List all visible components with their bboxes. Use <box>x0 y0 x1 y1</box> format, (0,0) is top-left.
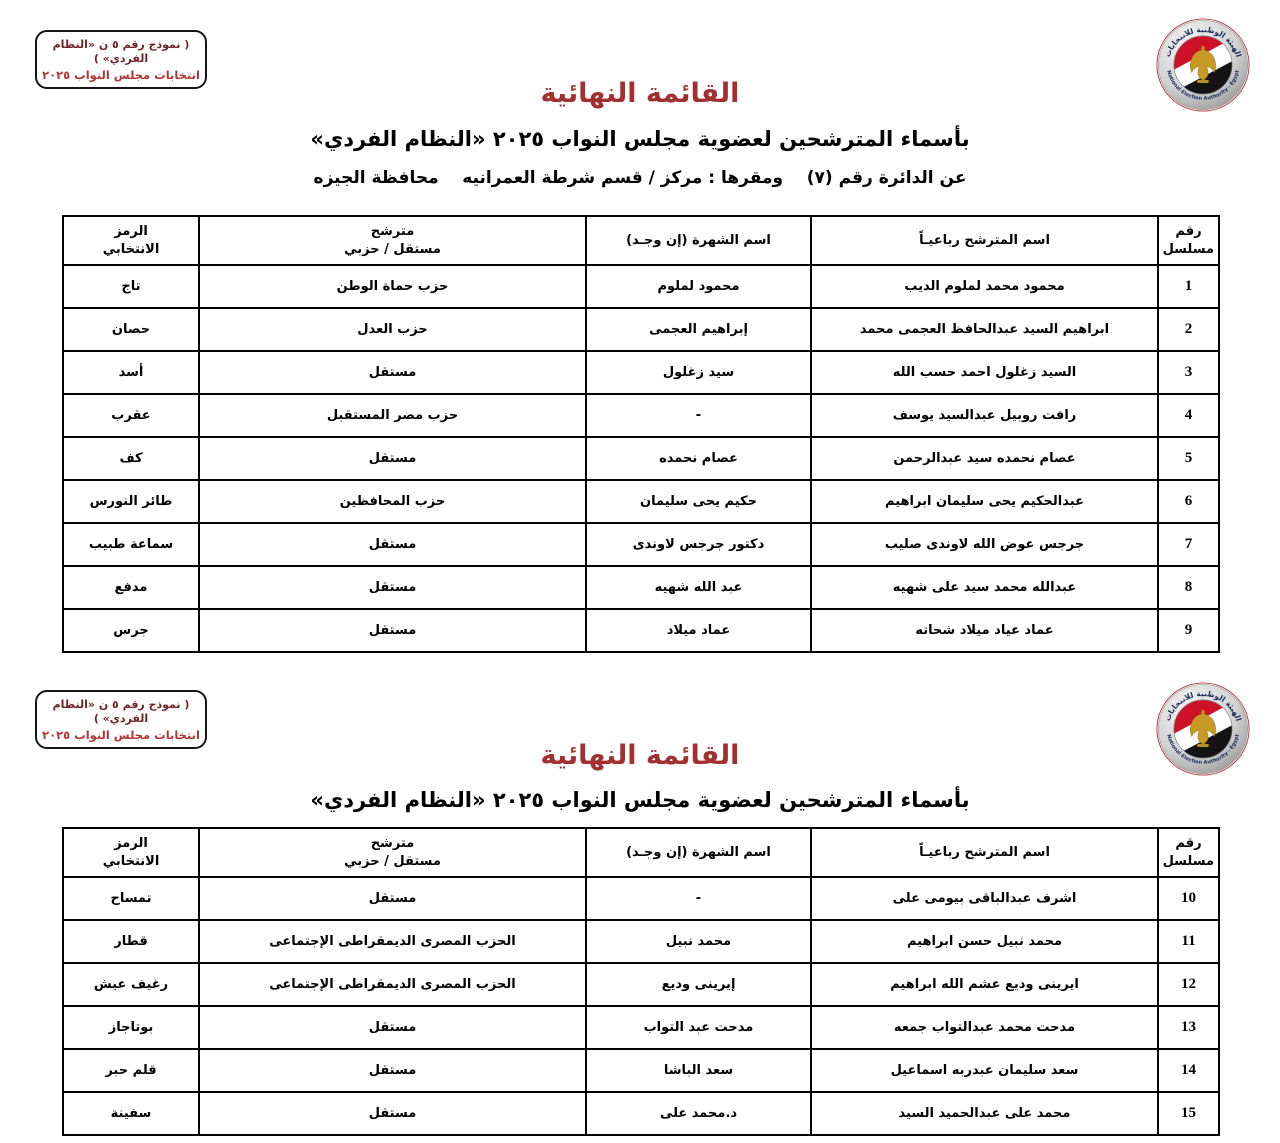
col-header-symbol: الرمز الانتخابي <box>63 216 199 265</box>
stamp-form-number: ( نموذج رقم ٥ ن «النظام الفردي» ) <box>52 38 190 65</box>
candidate-name-cell: مدحت محمد عبدالتواب جمعه <box>811 1006 1158 1049</box>
party-cell: حزب المحافظين <box>199 480 586 523</box>
known-name-cell: عبد الله شهيه <box>586 566 811 609</box>
electoral-symbol-cell: تاج <box>63 265 199 308</box>
electoral-symbol-cell: قطار <box>63 920 199 963</box>
serial-cell: 6 <box>1158 480 1219 523</box>
candidate-row <box>63 308 1219 351</box>
serial-cell: 5 <box>1158 437 1219 480</box>
party-cell: مستقل <box>199 1049 586 1092</box>
candidate-name-cell: عبدالله محمد سيد على شهيه <box>811 566 1158 609</box>
known-name-cell: دكتور جرجس لاوندى <box>586 523 811 566</box>
candidates-table-2 <box>62 827 1220 1136</box>
candidate-name-cell: ايرينى وديع عشم الله ابراهيم <box>811 963 1158 1006</box>
known-name-cell: د.محمد على <box>586 1092 811 1135</box>
candidate-row <box>63 480 1219 523</box>
electoral-symbol-cell: أسد <box>63 351 199 394</box>
party-cell: حزب حماة الوطن <box>199 265 586 308</box>
col-header-serial: رقم مسلسل <box>1158 828 1219 877</box>
candidate-name-cell: سعد سليمان عبدربه اسماعيل <box>811 1049 1158 1092</box>
serial-cell: 2 <box>1158 308 1219 351</box>
serial-cell: 12 <box>1158 963 1219 1006</box>
candidate-name-cell: السيد زغلول احمد حسب الله <box>811 351 1158 394</box>
page-subtitle: بأسماء المترشحين لعضوية مجلس النواب ٢٠٢٥ «النظام الفردي» <box>310 788 970 812</box>
electoral-symbol-cell: طائر النورس <box>63 480 199 523</box>
table-header-row <box>63 216 1219 265</box>
electoral-symbol-cell: بوتاجاز <box>63 1006 199 1049</box>
candidate-row <box>63 1006 1219 1049</box>
known-name-cell: - <box>586 394 811 437</box>
electoral-symbol-cell: جرس <box>63 609 199 652</box>
serial-cell: 13 <box>1158 1006 1219 1049</box>
candidate-name-cell: رافت روبيل عبدالسيد يوسف <box>811 394 1158 437</box>
candidate-row <box>63 920 1219 963</box>
party-cell: الحزب المصرى الديمقراطى الإجتماعى <box>199 920 586 963</box>
party-cell: مستقل <box>199 877 586 920</box>
col-header-serial: رقم مسلسل <box>1158 216 1219 265</box>
col-header-name: اسم المترشح رباعيـاً <box>811 828 1158 877</box>
page-title: القائمة النهائية <box>540 78 740 109</box>
serial-cell: 3 <box>1158 351 1219 394</box>
candidate-row <box>63 394 1219 437</box>
electoral-symbol-cell: مدفع <box>63 566 199 609</box>
page-subtitle: بأسماء المترشحين لعضوية مجلس النواب ٢٠٢٥ «النظام الفردي» <box>310 127 970 151</box>
stamp-election-year: انتخابات مجلس النواب ٢٠٢٥ <box>42 67 200 82</box>
col-header-party: مترشح مستقل / حزبي <box>199 216 586 265</box>
party-cell: مستقل <box>199 609 586 652</box>
candidate-row <box>63 437 1219 480</box>
serial-cell: 9 <box>1158 609 1219 652</box>
party-cell: مستقل <box>199 437 586 480</box>
serial-cell: 8 <box>1158 566 1219 609</box>
page-title: القائمة النهائية <box>540 740 740 771</box>
electoral-symbol-cell: سفينة <box>63 1092 199 1135</box>
known-name-cell: - <box>586 877 811 920</box>
table-header-row <box>63 828 1219 877</box>
party-cell: حزب العدل <box>199 308 586 351</box>
candidate-name-cell: محمد على عبدالحميد السيد <box>811 1092 1158 1135</box>
col-header-known-name: اسم الشهرة (إن وجـد) <box>586 216 811 265</box>
candidate-row <box>63 265 1219 308</box>
candidate-name-cell: عبدالحكيم يحى سليمان ابراهيم <box>811 480 1158 523</box>
electoral-symbol-cell: كف <box>63 437 199 480</box>
serial-cell: 4 <box>1158 394 1219 437</box>
known-name-cell: محمد نبيل <box>586 920 811 963</box>
stamp-election-year: انتخابات مجلس النواب ٢٠٢٥ <box>42 727 200 742</box>
candidate-row <box>63 963 1219 1006</box>
candidate-name-cell: جرجس عوض الله لاوندى صليب <box>811 523 1158 566</box>
electoral-symbol-cell: عقرب <box>63 394 199 437</box>
party-cell: مستقل <box>199 1092 586 1135</box>
candidate-row <box>63 523 1219 566</box>
party-cell: مستقل <box>199 566 586 609</box>
serial-cell: 1 <box>1158 265 1219 308</box>
known-name-cell: سعد الباشا <box>586 1049 811 1092</box>
electoral-symbol-cell: حصان <box>63 308 199 351</box>
candidate-name-cell: عماد عياد ميلاد شحاته <box>811 609 1158 652</box>
electoral-symbol-cell: قلم حبر <box>63 1049 199 1092</box>
serial-cell: 7 <box>1158 523 1219 566</box>
candidate-row <box>63 877 1219 920</box>
stamp-form-number: ( نموذج رقم ٥ ن «النظام الفردي» ) <box>52 698 190 725</box>
party-cell: مستقل <box>199 1006 586 1049</box>
district-line: عن الدائرة رقم (٧) ومقرها : مركز / قسم شرطة العمرانيه محافظة الجيزه <box>313 168 967 188</box>
party-cell: مستقل <box>199 523 586 566</box>
col-header-symbol: الرمز الانتخابي <box>63 828 199 877</box>
col-header-known-name: اسم الشهرة (إن وجـد) <box>586 828 811 877</box>
known-name-cell: إبراهيم العجمى <box>586 308 811 351</box>
candidate-row <box>63 609 1219 652</box>
candidate-name-cell: ابراهيم السيد عبدالحافظ العجمى محمد <box>811 308 1158 351</box>
known-name-cell: عماد ميلاد <box>586 609 811 652</box>
known-name-cell: محمود لملوم <box>586 265 811 308</box>
electoral-symbol-cell: سماعة طبيب <box>63 523 199 566</box>
candidate-name-cell: اشرف عبدالباقى بيومى على <box>811 877 1158 920</box>
candidate-row <box>63 1092 1219 1135</box>
candidate-row <box>63 1049 1219 1092</box>
col-header-party: مترشح مستقل / حزبي <box>199 828 586 877</box>
electoral-symbol-cell: تمساح <box>63 877 199 920</box>
col-header-name: اسم المترشح رباعيـاً <box>811 216 1158 265</box>
party-cell: مستقل <box>199 351 586 394</box>
party-cell: الحزب المصرى الديمقراطى الإجتماعى <box>199 963 586 1006</box>
serial-cell: 10 <box>1158 877 1219 920</box>
candidate-name-cell: محمد نبيل حسن ابراهيم <box>811 920 1158 963</box>
candidate-row <box>63 351 1219 394</box>
serial-cell: 15 <box>1158 1092 1219 1135</box>
serial-cell: 11 <box>1158 920 1219 963</box>
known-name-cell: إيرينى وديع <box>586 963 811 1006</box>
known-name-cell: مدحت عبد التواب <box>586 1006 811 1049</box>
party-cell: حزب مصر المستقبل <box>199 394 586 437</box>
candidate-row <box>63 566 1219 609</box>
electoral-symbol-cell: رغيف عيش <box>63 963 199 1006</box>
known-name-cell: سيد زغلول <box>586 351 811 394</box>
candidates-table-1 <box>62 215 1220 653</box>
known-name-cell: عصام نحمده <box>586 437 811 480</box>
serial-cell: 14 <box>1158 1049 1219 1092</box>
candidate-name-cell: محمود محمد لملوم الديب <box>811 265 1158 308</box>
candidate-name-cell: عصام نحمده سيد عبدالرحمن <box>811 437 1158 480</box>
known-name-cell: حكيم يحى سليمان <box>586 480 811 523</box>
